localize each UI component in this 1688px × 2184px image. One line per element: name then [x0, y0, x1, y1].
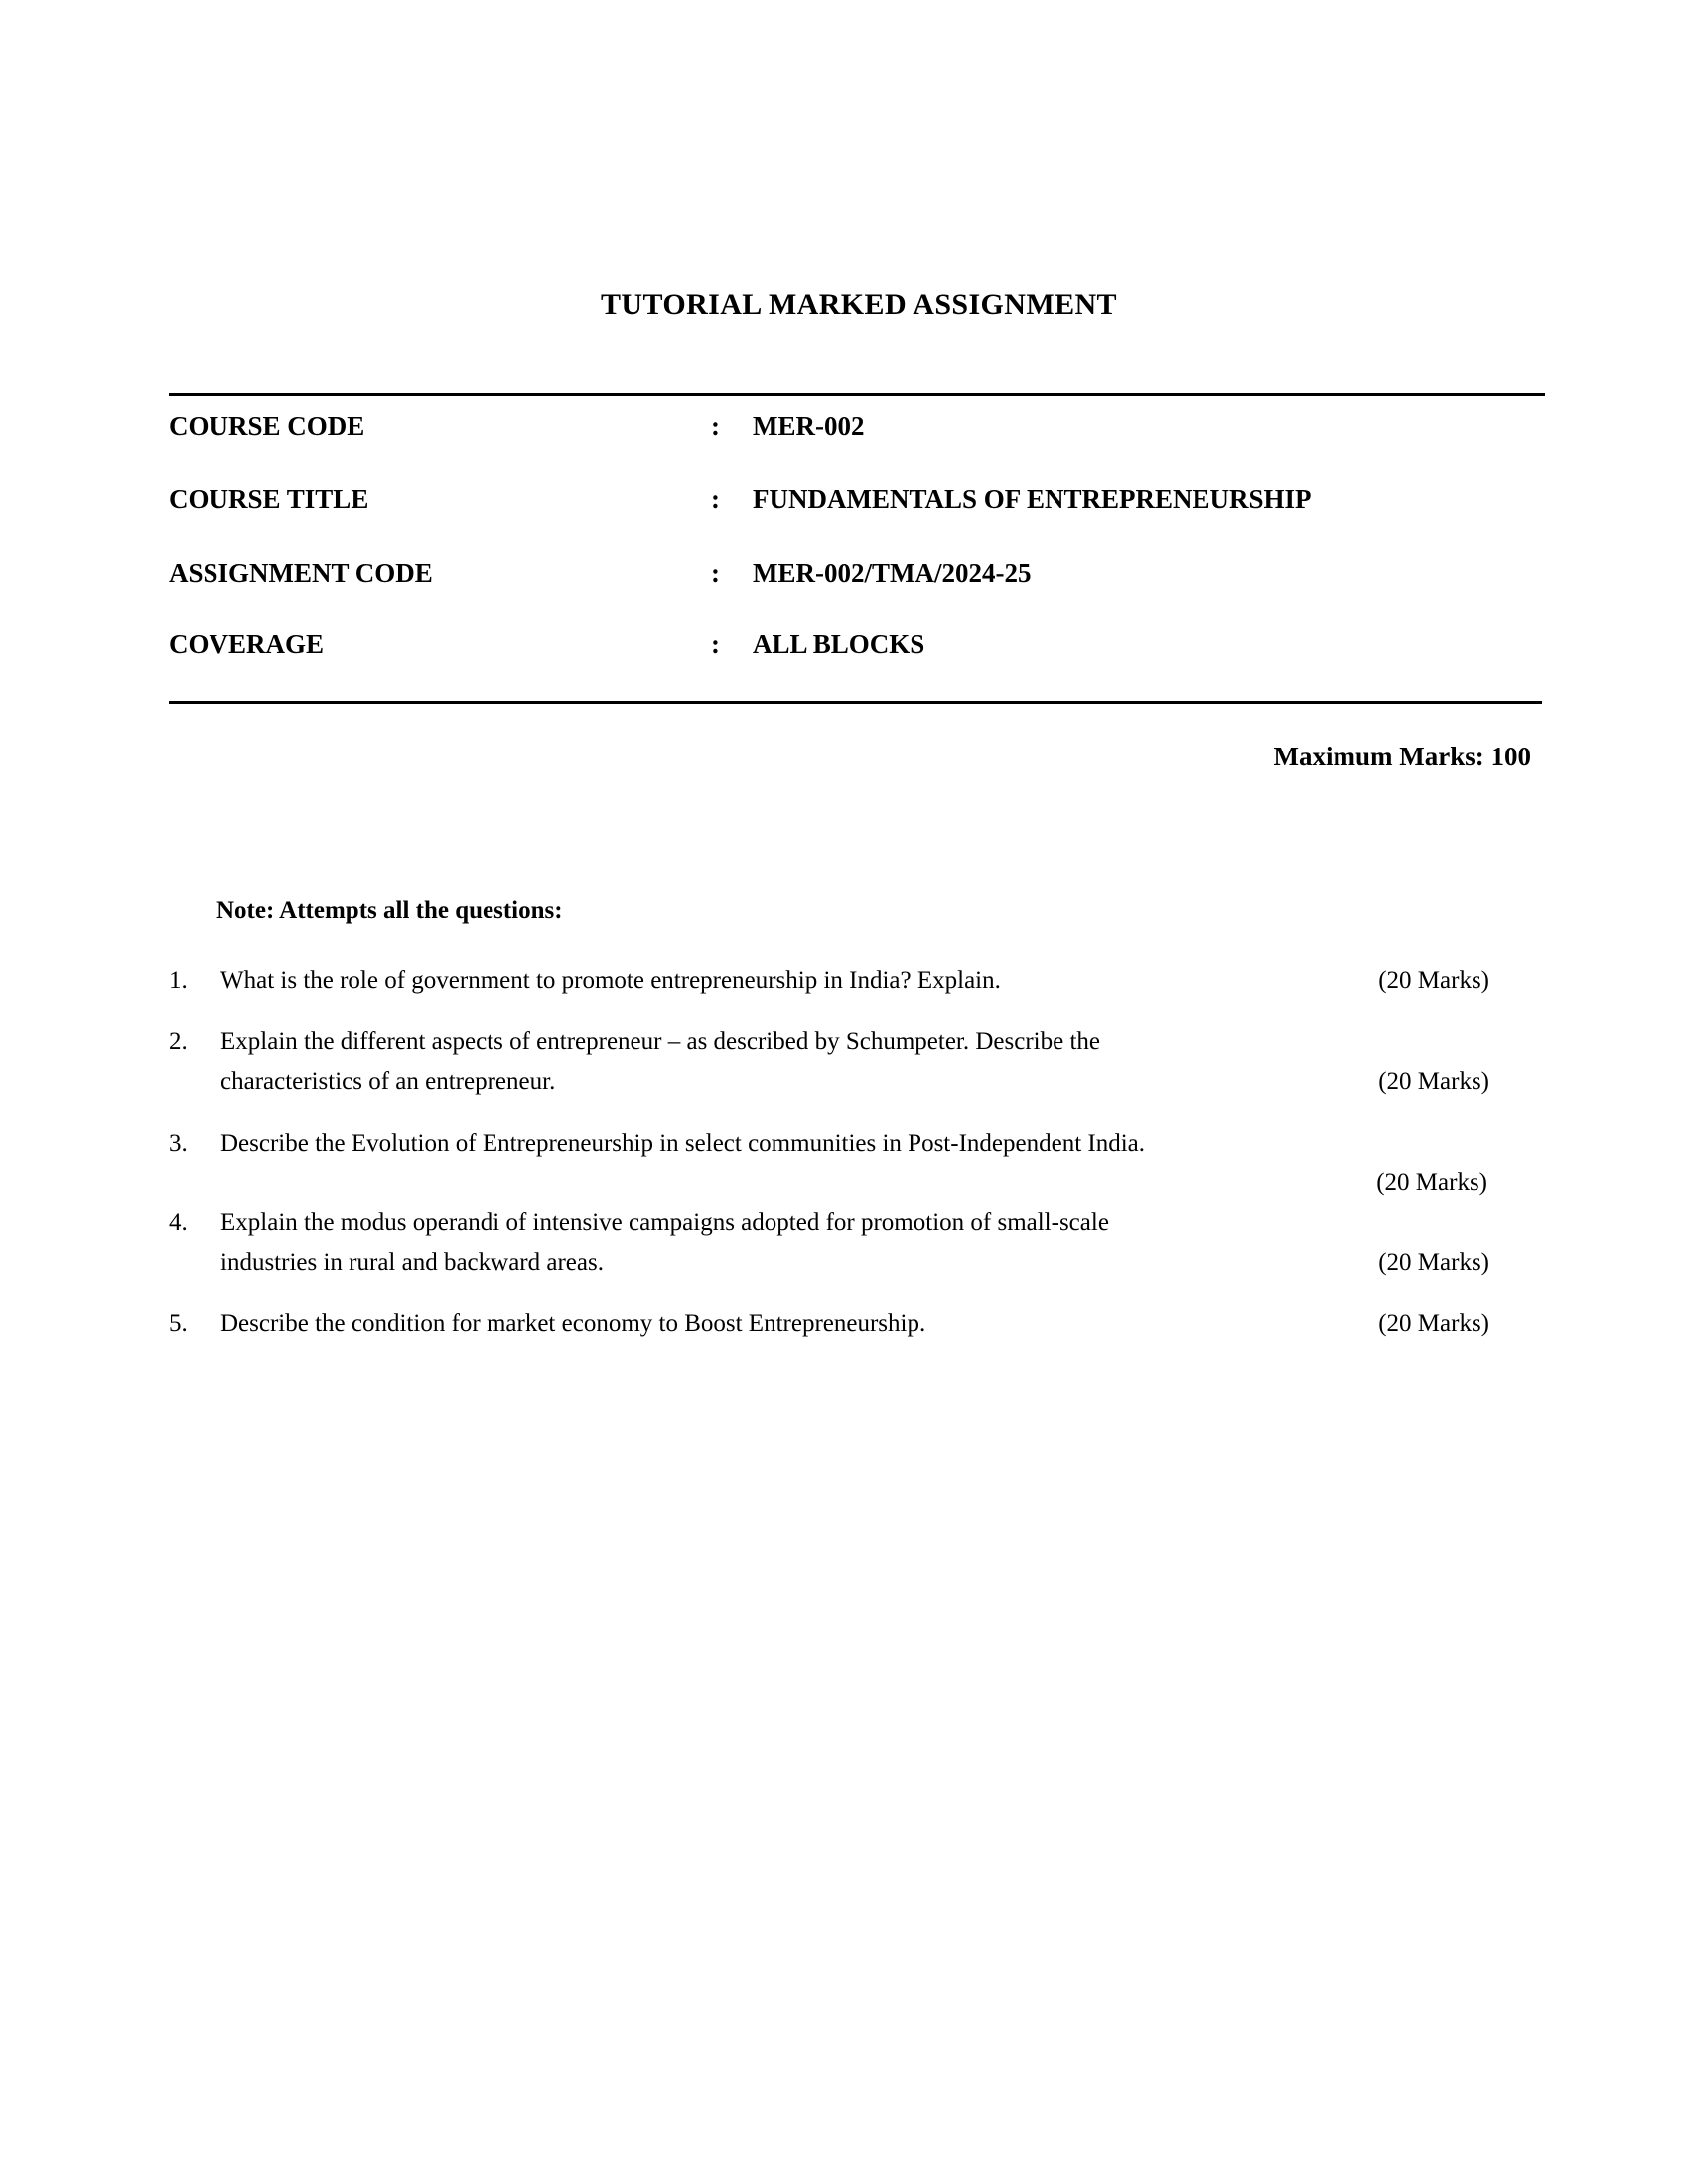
maximum-marks: Maximum Marks: 100: [1273, 742, 1531, 771]
question-item: [169, 1023, 1489, 1102]
question-body: [220, 1023, 1489, 1102]
meta-label-course-title: COURSE TITLE: [169, 484, 369, 514]
question-marks: (20 Marks): [1376, 1169, 1487, 1196]
question-marks: (20 Marks): [1378, 967, 1489, 994]
meta-colon-coverage: :: [711, 629, 720, 659]
question-number: 4.: [169, 1209, 188, 1236]
meta-label-coverage: COVERAGE: [169, 629, 325, 659]
question-item: [169, 961, 1489, 1001]
question-body: [220, 1124, 1489, 1203]
question-text-line: [220, 1023, 1489, 1062]
question-item: [169, 1304, 1489, 1344]
question-item: [169, 1203, 1489, 1283]
question-body: [220, 1203, 1489, 1283]
meta-row-course-title: [169, 482, 1549, 556]
question-marks: (20 Marks): [1378, 1068, 1489, 1095]
question-number: 1.: [169, 967, 188, 994]
question-text-line: [220, 1243, 1489, 1283]
meta-value-coverage: ALL BLOCKS: [753, 629, 925, 659]
question-text-line: [220, 1304, 1489, 1344]
question-text-line: [220, 961, 1489, 1001]
meta-colon-assignment-code: :: [711, 558, 720, 588]
question-marks: (20 Marks): [1378, 1310, 1489, 1337]
question-text: Describe the Evolution of Entrepreneurship in select communities in Post-Independent India.: [220, 1130, 1146, 1157]
page-title: TUTORIAL MARKED ASSIGNMENT: [601, 288, 1117, 321]
question-body: [220, 1304, 1489, 1344]
meta-value-assignment-code: MER-002/TMA/2024-25: [753, 558, 1032, 588]
question-text: characteristics of an entrepreneur.: [220, 1068, 556, 1095]
question-number: 5.: [169, 1310, 188, 1337]
course-meta-block: [169, 409, 1549, 701]
header-rule-bottom: [169, 701, 1542, 704]
question-number: 3.: [169, 1130, 188, 1157]
meta-colon-course-code: :: [711, 411, 720, 441]
meta-colon-course-title: :: [711, 484, 720, 514]
meta-value-course-title: FUNDAMENTALS OF ENTREPRENEURSHIP: [753, 484, 1312, 514]
question-text: What is the role of government to promote entrepreneurship in India? Explain.: [220, 967, 1001, 994]
question-text-line: [220, 1124, 1489, 1163]
questions-list: [169, 961, 1489, 1366]
header-rule-top: [169, 393, 1545, 396]
meta-row-assignment-code: [169, 556, 1549, 627]
instructions-note: Note: Attempts all the questions:: [216, 897, 563, 924]
meta-label-course-code: COURSE CODE: [169, 411, 365, 441]
question-text: industries in rural and backward areas.: [220, 1249, 604, 1276]
question-text: Explain the modus operandi of intensive campaigns adopted for promotion of small-scale: [220, 1209, 1109, 1236]
meta-label-assignment-code: ASSIGNMENT CODE: [169, 558, 433, 588]
question-marks: (20 Marks): [1378, 1249, 1489, 1276]
question-item: [169, 1124, 1489, 1203]
question-text-line: [220, 1062, 1489, 1102]
question-text: Describe the condition for market economy to Boost Entrepreneurship.: [220, 1310, 926, 1337]
question-number: 2.: [169, 1028, 188, 1055]
question-body: [220, 961, 1489, 1001]
question-text-line: [220, 1203, 1489, 1243]
meta-value-course-code: MER-002: [753, 411, 865, 441]
meta-row-course-code: [169, 409, 1549, 482]
meta-row-coverage: [169, 627, 1549, 701]
question-text: Explain the different aspects of entrepreneur – as described by Schumpeter. Describe the: [220, 1028, 1101, 1055]
